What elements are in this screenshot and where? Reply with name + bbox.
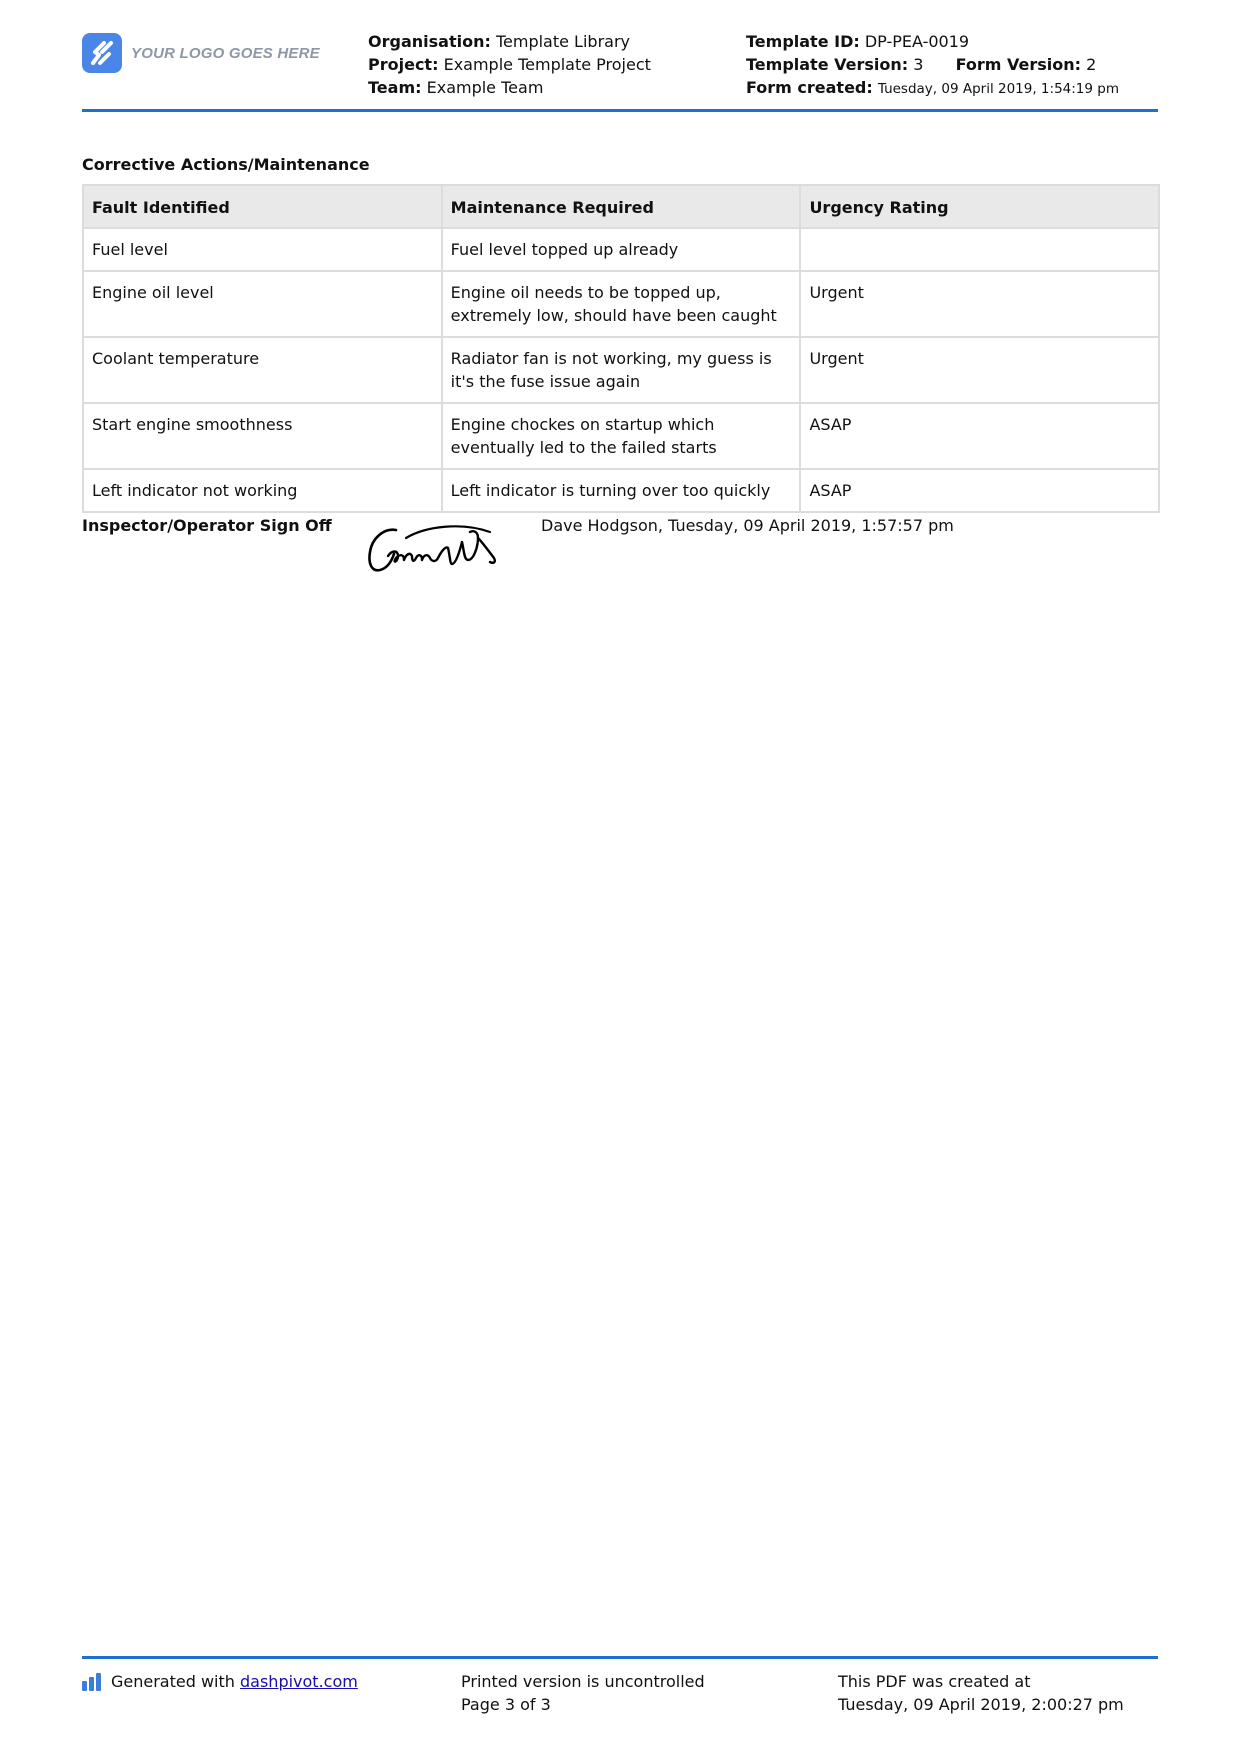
section-title: Corrective Actions/Maintenance [82,155,370,174]
maintenance-cell: Left indicator is turning over too quickly [442,469,801,512]
dashpivot-link[interactable]: dashpivot.com [240,1672,358,1691]
team-label: Team: [368,78,422,97]
created-label: This PDF was created at [838,1672,1031,1691]
urgency-cell [800,228,1159,271]
signature-image [366,520,501,586]
team-line [368,76,651,99]
generated-prefix: Generated with [111,1672,240,1691]
team-value: Example Team [426,78,544,97]
table-row [83,403,1159,469]
fault-cell: Left indicator not working [83,469,442,512]
footer-page-info [461,1670,705,1716]
logo-text: YOUR LOGO GOES HERE [131,44,320,62]
template-id-value: DP-PEA-0019 [864,32,970,51]
organisation-value: Template Library [495,32,630,51]
form-created-line [746,76,1119,101]
maintenance-cell: Radiator fan is not working, my guess is it's the fuse issue again [442,337,801,403]
uncontrolled-text: Printed version is uncontrolled [461,1672,705,1691]
table-row [83,271,1159,337]
page-number: Page 3 of 3 [461,1695,551,1714]
generated-text [111,1670,358,1693]
template-id-label: Template ID: [746,32,860,51]
footer-created [838,1670,1124,1716]
logo-icon [82,33,122,73]
table-row [83,228,1159,271]
urgency-cell: ASAP [800,403,1159,469]
footer-generated [82,1670,358,1693]
fault-cell: Fuel level [83,228,442,271]
urgency-cell: ASAP [800,469,1159,512]
form-created-value: Tuesday, 09 April 2019, 1:54:19 pm [877,81,1119,97]
dashpivot-bars-icon [82,1673,103,1691]
column-header-maintenance: Maintenance Required [442,185,801,228]
form-version-label: Form Version: [955,55,1082,74]
maintenance-cell: Engine oil needs to be topped up, extremely low, should have been caught [442,271,801,337]
form-created-label: Form created: [746,78,873,97]
signoff-label: Inspector/Operator Sign Off [82,516,332,535]
corrective-actions-table [82,184,1160,513]
urgency-cell: Urgent [800,271,1159,337]
table-header-row [83,185,1159,228]
header-template-block [746,30,1119,101]
organisation-label: Organisation: [368,32,491,51]
fault-cell: Start engine smoothness [83,403,442,469]
fault-cell: Coolant temperature [83,337,442,403]
created-value: Tuesday, 09 April 2019, 2:00:27 pm [838,1695,1124,1714]
project-label: Project: [368,55,439,74]
signoff-info: Dave Hodgson, Tuesday, 09 April 2019, 1:57:57 pm [541,516,954,535]
page-header [82,30,1158,110]
version-line [746,53,1119,76]
template-version-label: Template Version: [746,55,909,74]
footer-divider [82,1656,1158,1659]
column-header-fault: Fault Identified [83,185,442,228]
header-divider [82,109,1158,112]
project-line [368,53,651,76]
template-id-line [746,30,1119,53]
template-version-value: 3 [913,55,924,74]
company-logo [82,33,320,73]
maintenance-cell: Engine chockes on startup which eventually led to the failed starts [442,403,801,469]
organisation-line [368,30,651,53]
header-organisation-block [368,30,651,99]
fault-cell: Engine oil level [83,271,442,337]
project-value: Example Template Project [443,55,651,74]
maintenance-cell: Fuel level topped up already [442,228,801,271]
table-row [83,469,1159,512]
column-header-urgency: Urgency Rating [800,185,1159,228]
urgency-cell: Urgent [800,337,1159,403]
form-version-value: 2 [1086,55,1097,74]
table-row [83,337,1159,403]
